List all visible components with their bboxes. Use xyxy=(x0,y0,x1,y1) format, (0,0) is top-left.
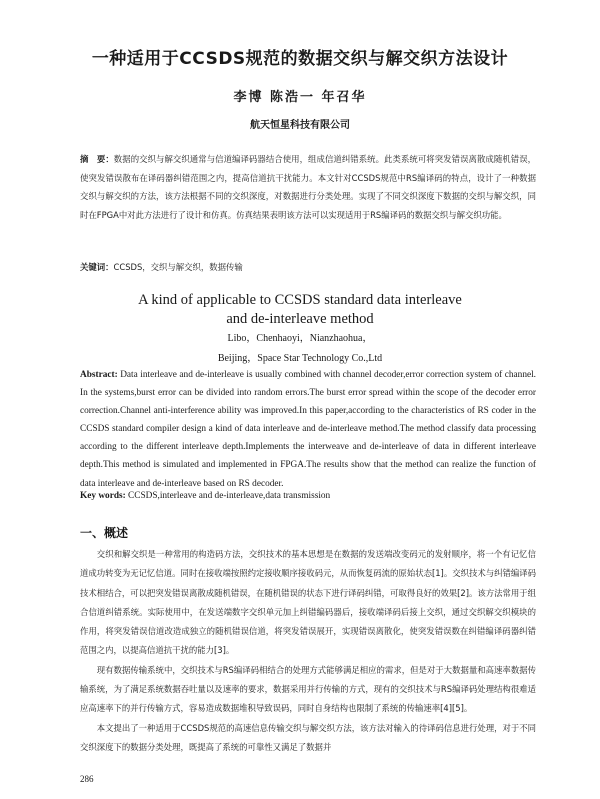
body-paragraph-1: 交织和解交织是一种常用的构造码方法，交织技术的基本思想是在数据的发送端改变码元的发射顺序，将一个有记忆信道成功转变为无记忆信道。同时在接收端按照约定接收顺序接收码元，从而恢复码流的原始状态[1]。交织技术与纠错编译码技术相结合，可以把突发错误离散成随机错误，在随机错误的状态下进行译码纠错，可取得良好的效果[2]。该方法常用于组合信道纠错系统。实际使用中，在发送端数字交织单元加上纠错编码器后，接收端译码后接上交织，通过交织解交织模块的作用，将突发错误信道改造成独立的随机错误信道，将突发错误展开，实现错误离散化，使突发错误数在纠错编译码器纠错范围之内，以提高信道抗干扰的能力[3]。 xyxy=(80,549,536,656)
english-authors: Libo，Chenhaoyi，Nianzhaohua， xyxy=(227,333,373,344)
chinese-keywords-label: 关键词： xyxy=(80,262,114,272)
chinese-abstract-label: 摘 要： xyxy=(80,154,114,164)
english-title xyxy=(0,291,600,329)
chinese-keywords xyxy=(80,261,536,273)
english-keywords xyxy=(80,491,536,501)
chinese-abstract xyxy=(80,150,536,224)
page-number: 286 xyxy=(80,774,94,784)
body-text xyxy=(80,545,536,757)
section-heading-overview: 一、概述 xyxy=(80,526,129,540)
body-paragraph-3: 本文提出了一种适用于CCSDS规范的高速信息传输交织与解交织方法，该方法对输入的待译码信息进行处理，对于不同交织深度下的数据分类处理，既提高了系统的可靠性又满足了数据并 xyxy=(80,722,536,752)
english-affiliation: Beijing，Space Star Technology Co.,Ltd xyxy=(217,353,383,364)
english-title-line1: A kind of applicable to CCSDS standard data interleave xyxy=(138,292,462,308)
chinese-keywords-text: CCSDS，交织与解交织，数据传输 xyxy=(113,262,243,272)
english-abstract-label: Abstract: xyxy=(80,370,118,380)
body-paragraph-2: 现有数据传输系统中，交织技术与RS编译码相结合的处理方式能够满足相应的需求，但是对于大数据量和高速率数据传输系统，为了满足系统数据吞吐量以及速率的要求，数据采用并行传输的方式，现有的交织技术与RS编译码处理结构很难适应高速率下的并行传输方式，容易造成数据堆积导致误码，同时自身结构也限制了系统的传输速率[4][5]。 xyxy=(80,664,536,714)
english-keywords-label: Key words: xyxy=(80,491,126,501)
chinese-abstract-text: 数据的交织与解交织通常与信道编译码器结合使用，组成信道纠错系统。此类系统可将突发错误离散成随机错误，使突发错误散布在译码器纠错范围之内，提高信道抗干扰能力。本文针对CCSDS规范中RS编译码的特点，设计了一种数据交织与解交织的方法，该方法根据不同的交织深度，对数据进行分类处理。实现了不同交织深度下数据的交织与解交织，同时在FPGA中对此方法进行了设计和仿真。仿真结果表明该方法可以实现适用于RS编译码的数据交织与解交织功能。 xyxy=(80,154,537,220)
english-keywords-text: CCSDS,interleave and de-interleave,data transmission xyxy=(125,491,331,501)
english-abstract-text: Data interleave and de-interleave is usually combined with channel decoder,error correction system of channel. In the systems,burst error can be divided into random errors.The burst error spread within the scope of the decoder error correction.Channel anti-interference ability was improved.In this paper,according to the characteristics of RS coder in the CCSDS standard compiler design a kind of data interleave and de-interleave method.The method classify data processing according to the different interleave depth.Implements the interweave and de-interleave of data in different interleave depth.This method is simulated and implemented in FPGA.The results show that the method can realize the function of data interleave and de-interleave based on RS decoder. xyxy=(80,370,536,489)
english-abstract xyxy=(80,366,536,493)
chinese-affiliation: 航天恒星科技有限公司 xyxy=(250,120,350,131)
chinese-title: 一种适用于CCSDS规范的数据交织与解交织方法设计 xyxy=(91,49,509,69)
english-title-line2: and de-interleave method xyxy=(226,311,374,327)
chinese-authors: 李博 陈浩一 年召华 xyxy=(233,90,367,105)
